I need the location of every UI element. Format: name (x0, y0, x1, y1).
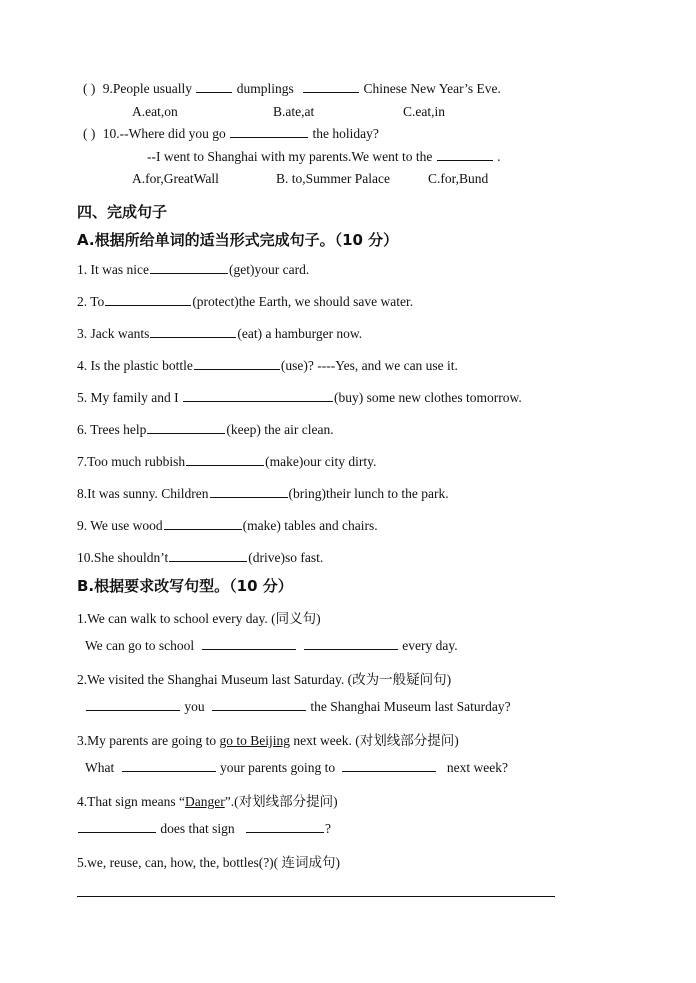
q9-text-1: 9.People usually (102, 81, 192, 96)
q2-ans-mid: you (184, 699, 205, 714)
q3-prompt-pre: 3.My parents are going to (77, 733, 217, 748)
q1-ans-pre: We can go to school (85, 638, 195, 653)
item-10-blank[interactable] (169, 560, 247, 562)
part-b-q4-prompt (77, 790, 338, 810)
q1-blank-1[interactable] (202, 648, 296, 650)
part-b-q1-answer (85, 638, 458, 654)
q10-option-a[interactable]: A.for,GreatWall (132, 171, 219, 186)
q10-answer-paren[interactable]: ( ) (83, 126, 96, 141)
part-b-q2-prompt: 2.We visited the Shanghai Museum last Saturday. (改为一般疑问句) (77, 672, 452, 687)
item-9-post: (make) tables and chairs. (242, 518, 378, 533)
q1-blank-2[interactable] (304, 648, 398, 650)
q4-prompt-post: ”.(对划线部分提问) (224, 794, 338, 809)
item-5-blank[interactable] (183, 400, 333, 402)
q9-answer-paren[interactable]: ( ) (83, 81, 96, 96)
q9-text-2: dumplings (236, 81, 294, 96)
part-a-item-4 (77, 358, 458, 374)
q10-row (83, 126, 379, 142)
part-a-item-8 (77, 486, 449, 502)
part-a-item-5 (77, 390, 522, 406)
q10-text-1: 10.--Where did you go (102, 126, 226, 141)
item-5-pre: 5. My family and I (77, 390, 179, 405)
part-a-item-7 (77, 454, 376, 470)
q3-blank-1[interactable] (122, 770, 216, 772)
part-b-q5-prompt: 5.we, reuse, can, how, the, bottles(?)( 连词成句) (77, 855, 341, 870)
item-4-pre: 4. Is the plastic bottle (77, 358, 193, 373)
q2-blank-2[interactable] (212, 709, 306, 711)
q9-row (83, 81, 501, 97)
part-a-item-6 (77, 422, 334, 438)
q4-blank-2[interactable] (246, 831, 324, 833)
q4-prompt-underlined: Danger (184, 794, 225, 809)
item-3-post: (eat) a hamburger now. (237, 326, 363, 341)
q5-answer-line[interactable] (77, 896, 555, 897)
item-10-post: (drive)so fast. (248, 550, 324, 565)
q3-ans-pre: What (85, 760, 115, 775)
part-b-q3-answer (85, 760, 508, 776)
q2-blank-1[interactable] (86, 709, 180, 711)
item-4-post: (use)? ----Yes, and we can use it. (280, 358, 458, 373)
item-7-pre: 7.Too much rubbish (77, 454, 186, 469)
item-8-blank[interactable] (210, 496, 288, 498)
q10-text-4: . (497, 149, 501, 164)
item-6-blank[interactable] (147, 432, 225, 434)
q9-text-3: Chinese New Year’s Eve. (363, 81, 501, 96)
q4-blank-1[interactable] (78, 831, 156, 833)
part-b-title: B.根据要求改写句型。（10 分） (77, 577, 293, 595)
section-4-title: 四、完成句子 (77, 203, 168, 221)
item-4-blank[interactable] (194, 368, 280, 370)
part-b-q4-answer (77, 821, 331, 837)
item-7-post: (make)our city dirty. (265, 454, 377, 469)
part-a-item-3 (77, 326, 362, 342)
q10-blank-2[interactable] (437, 159, 493, 161)
item-2-pre: 2. To (77, 294, 105, 309)
item-1-post: (get)your card. (228, 262, 310, 277)
q9-option-a[interactable]: A.eat,on (132, 104, 178, 119)
part-b-q2-answer (85, 699, 511, 715)
q10-option-b[interactable]: B. to,Summer Palace (276, 171, 390, 186)
q3-ans-post: next week? (446, 760, 508, 775)
item-2-blank[interactable] (105, 304, 191, 306)
item-3-pre: 3. Jack wants (77, 326, 150, 341)
q10-blank-1[interactable] (230, 136, 308, 138)
q9-blank-2[interactable] (303, 91, 359, 93)
q3-prompt-underlined: go to Beijing (219, 733, 290, 748)
item-2-post: (protect)the Earth, we should save water. (192, 294, 414, 309)
item-1-pre: 1. It was nice (77, 262, 149, 277)
q9-option-b[interactable]: B.ate,at (273, 104, 315, 119)
part-b-q1-prompt: 1.We can walk to school every day. (同义句) (77, 611, 321, 626)
item-1-blank[interactable] (150, 272, 228, 274)
item-9-pre: 9. We use wood (77, 518, 163, 533)
item-3-blank[interactable] (150, 336, 236, 338)
q3-ans-mid: your parents going to (220, 760, 336, 775)
item-9-blank[interactable] (164, 528, 242, 530)
q1-ans-post: every day. (402, 638, 458, 653)
q4-ans-post: ? (325, 821, 331, 836)
part-a-item-1 (77, 262, 309, 278)
q3-prompt-post: next week. (对划线部分提问) (289, 733, 459, 748)
q4-prompt-pre: 4.That sign means “ (77, 794, 185, 809)
q4-ans-mid: does that sign (160, 821, 235, 836)
part-a-item-9 (77, 518, 378, 534)
item-6-post: (keep) the air clean. (226, 422, 334, 437)
item-10-pre: 10.She shouldn’t (77, 550, 169, 565)
q9-option-c[interactable]: C.eat,in (403, 104, 445, 119)
item-7-blank[interactable] (186, 464, 264, 466)
q10-text-2: the holiday? (312, 126, 379, 141)
q2-ans-post: the Shanghai Museum last Saturday? (310, 699, 511, 714)
q10-text-3: --I went to Shanghai with my parents.We went to the (147, 149, 433, 164)
q10-option-c[interactable]: C.for,Bund (428, 171, 489, 186)
q9-blank-1[interactable] (196, 91, 232, 93)
q10-row-2 (147, 149, 500, 165)
part-a-item-10 (77, 550, 323, 566)
item-5-post: (buy) some new clothes tomorrow. (333, 390, 522, 405)
item-6-pre: 6. Trees help (77, 422, 147, 437)
item-8-pre: 8.It was sunny. Children (77, 486, 209, 501)
q3-blank-2[interactable] (342, 770, 436, 772)
part-a-item-2 (77, 294, 413, 310)
part-b-q3-prompt (77, 729, 459, 749)
item-8-post: (bring)their lunch to the park. (288, 486, 449, 501)
part-a-title: A.根据所给单词的适当形式完成句子。（10 分） (77, 231, 399, 249)
